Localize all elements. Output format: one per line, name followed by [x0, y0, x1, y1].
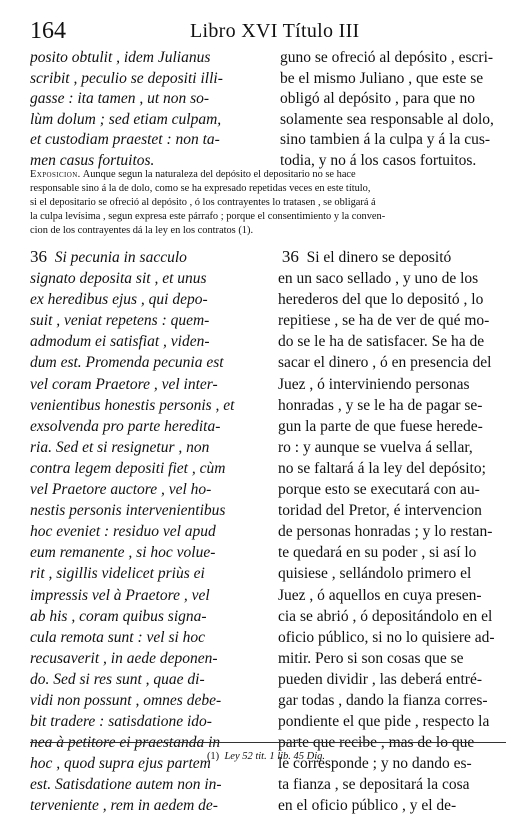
- text-line: herederos del que lo depositó , lo: [278, 291, 484, 309]
- text-line: hoc , quod supra ejus partem: [30, 755, 211, 773]
- text-line: gasse : ita tamen , ut non so-: [30, 90, 210, 107]
- text-line: pondiente el que pide , respecto la: [278, 713, 490, 731]
- text-line: porque esto se executará con au-: [278, 481, 480, 499]
- text-line: cula remota sunt : vel si hoc: [30, 628, 206, 646]
- footnote-text: Ley 52 tit. 1 lib. 45 Dig.: [224, 751, 326, 762]
- text-line: lùm dolum ; sed etiam culpam,: [30, 110, 222, 128]
- text-line: de personas honradas ; y lo restan-: [278, 523, 493, 541]
- text-line: est. Satisdatione autem non in-: [30, 776, 222, 794]
- text-line: cia se abrió , ó depositándolo en el: [278, 607, 493, 625]
- text-line: terveniente , rem in aedem de-: [30, 797, 218, 815]
- text-line: Exposicion. Aunque segun la naturaleza del depósito el depositario no se hace: [30, 169, 356, 180]
- text-line: pueden dividir , las deberá entré-: [278, 670, 482, 688]
- text-line: oficio público, si no lo quisiere ad-: [278, 628, 495, 646]
- top-spanish-continuation: [280, 48, 504, 171]
- text-line: cion de los contrayentes dá la ley en los contratos (1).: [30, 225, 254, 236]
- text-line: bit tradere : satisdatione ido-: [30, 713, 212, 731]
- text-line: rit , sigillis videlicet priùs ei: [30, 565, 205, 583]
- latin-column: [30, 246, 266, 817]
- text-line: toridad del Pretor, é intervencion: [278, 502, 482, 520]
- text-line: Juez , ó interviniendo personas: [278, 375, 470, 393]
- text-line: men casus fortuitos.: [30, 151, 155, 169]
- text-line: 36 Si pecunia in sacculo: [30, 247, 187, 266]
- text-line: ex heredibus ejus , qui depo-: [30, 291, 208, 309]
- text-line: posito obtulit , idem Julianus: [30, 49, 211, 66]
- page-number: 164: [30, 18, 66, 44]
- section-number: 36: [281, 247, 299, 266]
- text-line: exsolvenda pro parte heredita-: [30, 417, 221, 435]
- text-line: ta fianza , se depositará la cosa: [278, 776, 470, 794]
- text-line: responsable sino á la de dolo, como se ha expresado repetidas veces en este título,: [30, 183, 371, 194]
- footnote-rule: [30, 742, 506, 743]
- text-line: honradas , y se le ha de pagar se-: [278, 396, 483, 414]
- text-line: scribit , peculio se depositi illi-: [30, 69, 223, 87]
- footnote-marker: (1): [206, 751, 220, 762]
- text-line: et custodiam praestet : non ta-: [30, 131, 220, 148]
- text-line: te quedará en su poder , si así lo: [278, 544, 477, 562]
- text-line: gun la parte de que fuese herede-: [278, 417, 483, 435]
- text-line: guno se ofreció al depósito , escri-: [280, 49, 494, 66]
- running-head: Libro XVI Título III: [190, 20, 360, 42]
- text-line: nea à petitore ei praestanda in: [30, 734, 221, 752]
- top-latin-continuation: [30, 48, 262, 171]
- exposition-label: Exposicion.: [30, 169, 81, 180]
- text-line: 36 Si el dinero se depositó: [281, 247, 452, 266]
- text-line: quisiese , sellándolo primero el: [278, 565, 472, 583]
- text-line: vel coram Praetore , vel inter-: [30, 375, 218, 393]
- text-line: no se faltará á la ley del depósito;: [278, 459, 486, 477]
- text-line: be el mismo Juliano , que este se: [280, 69, 484, 87]
- text-line: contra legem depositi fiet , cùm: [30, 459, 226, 477]
- footnote: [0, 750, 532, 764]
- text-line: ab his , coram quibus signa-: [30, 607, 207, 625]
- text-line: parte que recibe , mas de lo que: [278, 734, 475, 752]
- text-line: solamente sea responsable al dolo,: [280, 110, 494, 128]
- section-number: 36: [30, 247, 47, 266]
- text-line: hoc eveniet : residuo vel apud: [30, 523, 216, 541]
- text-line: en un saco sellado , y uno de los: [278, 270, 479, 288]
- text-line: venientibus honestis personis , et: [30, 396, 235, 414]
- text-line: si el depositario se ofreció al depósito , ó los contrayentes lo tratasen , se obligará á: [30, 197, 376, 208]
- text-line: sacar el dinero , ó en presencia del: [278, 354, 492, 372]
- text-line: Juez , ó aquellos en cuya presen-: [278, 586, 482, 604]
- text-line: signato deposita sit , et unus: [30, 270, 207, 288]
- text-line: gar todas , dando la fianza corres-: [278, 691, 488, 709]
- text-line: obligó al depósito , para que no: [280, 90, 475, 107]
- text-line: impressis vel à Praetore , vel: [30, 586, 210, 604]
- text-line: todia, y no á los casos fortuitos.: [280, 151, 477, 169]
- text-line: ria. Sed et si resignetur , non: [30, 438, 210, 456]
- text-line: mitir. Pero si son cosas que se: [278, 649, 464, 667]
- text-line: do se le ha de satisfacer. Se ha de: [278, 333, 485, 351]
- text-line: vel Praetore auctore , vel ho-: [30, 481, 212, 499]
- text-line: eum remanente , si hoc volue-: [30, 544, 216, 562]
- text-line: sino tambien á la culpa y á la cus-: [280, 131, 491, 148]
- text-line: nestis personis intervenientibus: [30, 502, 226, 520]
- text-line: dum est. Promenda pecunia est: [30, 354, 224, 372]
- text-line: ro : y aunque se vuelva á sellar,: [278, 438, 473, 456]
- text-line: suit , veniat repetens : quem-: [30, 312, 210, 330]
- text-line: en el oficio público , y el de-: [278, 797, 457, 815]
- text-line: recusaverit , in aede deponen-: [30, 649, 218, 667]
- text-line: repitiese , se ha de ver de qué mo-: [278, 312, 490, 330]
- text-line: la culpa levísima , segun expresa este párrafo ; porque el consentimiento y la conven-: [30, 211, 386, 222]
- text-line: vidi non possunt , omnes debe-: [30, 691, 222, 709]
- spanish-column: [278, 246, 508, 817]
- text-line: admodum ei satisfiat , viden-: [30, 333, 210, 351]
- text-line: do. Sed si res sunt , quae di-: [30, 670, 205, 688]
- text-line: le corresponde ; y no dando es-: [278, 755, 472, 773]
- exposition-paragraph: [30, 168, 506, 238]
